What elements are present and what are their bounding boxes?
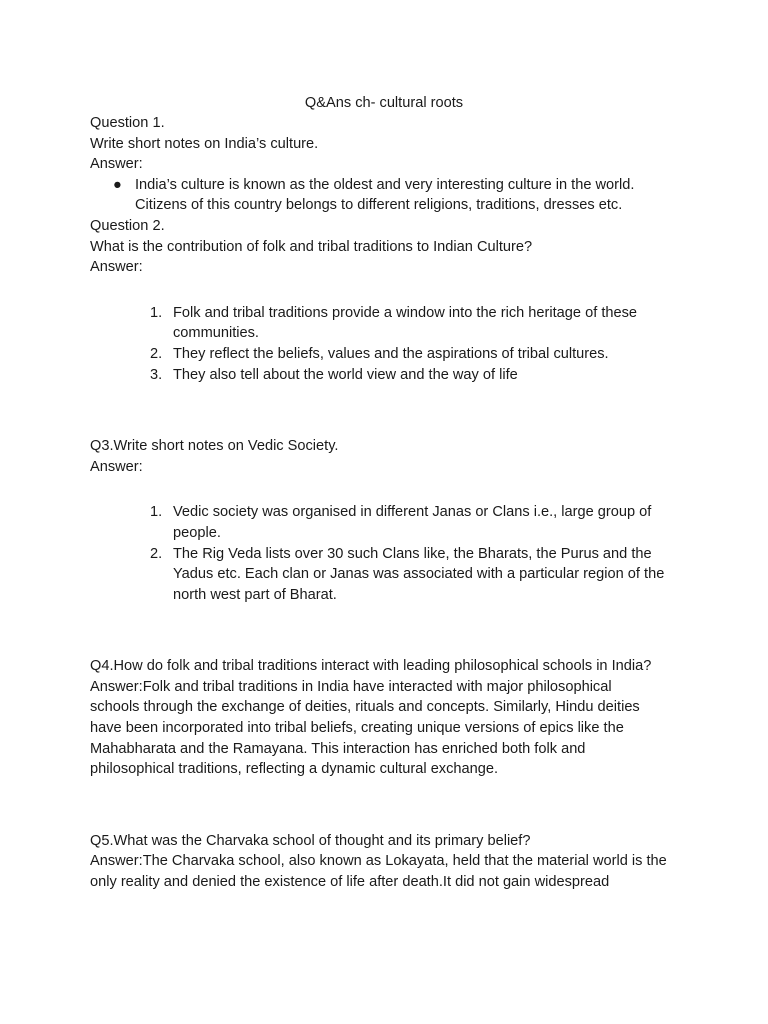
- question-5-answer: Answer:The Charvaka school, also known as Lokayata, held that the material world is the only reality and denied the existence of life after death.It did not gain widespread: [90, 853, 667, 891]
- list-item-text: Folk and tribal traditions provide a window into the rich heritage of these communities.: [173, 304, 638, 342]
- list-item-text: Vedic society was organised in different Janas or Clans i.e., large group of people.: [173, 504, 652, 541]
- list-number: 3.: [150, 366, 163, 383]
- list-item: [90, 544, 690, 606]
- question-1-text: Write short notes on India’s culture.: [90, 135, 319, 152]
- list-number: 2.: [150, 345, 163, 362]
- question-2-answer-list: [90, 303, 690, 385]
- question-1-answer-label: Answer:: [90, 156, 143, 173]
- list-item-text: The Rig Veda lists over 30 such Clans like, the Bharats, the Purus and the Yadus etc. Each clan or Janas was associated with a particular region of the north west part of Bharat.: [173, 545, 665, 603]
- question-3-text: Q3.Write short notes on Vedic Society.: [90, 438, 339, 455]
- question-2-label: Question 2.: [90, 217, 165, 234]
- bullet-marker: ●: [113, 176, 122, 193]
- document-title: Q&Ans ch- cultural roots: [304, 95, 464, 111]
- list-item-text: India’s culture is known as the oldest and very interesting culture in the world. Citizens of this country belongs to different religions, traditions, dresses etc.: [135, 176, 635, 214]
- question-5-text: Q5.What was the Charvaka school of thought and its primary belief?: [90, 832, 531, 849]
- question-2-answer-label: Answer:: [90, 259, 143, 276]
- list-item: [90, 175, 690, 216]
- question-3-answer-label: Answer:: [90, 458, 143, 475]
- document-body: [90, 113, 690, 893]
- list-item-text: They reflect the beliefs, values and the aspirations of tribal cultures.: [173, 345, 609, 362]
- question-4-answer: Answer:Folk and tribal traditions in India have interacted with major philosophical schools through the exchange of deities, rituals and concepts. Similarly, Hindu deities have been incorporated into tribal beliefs, creating unique versions of epics like the Mahabharata and the Ramayana. This interaction has enriched both folk and philosophical traditions, reflecting a dynamic cultural exchange.: [90, 678, 640, 778]
- question-1-answer-list: [90, 175, 690, 216]
- list-item: [90, 303, 690, 344]
- list-item-text: They also tell about the world view and the way of life: [173, 366, 518, 383]
- list-number: 1.: [150, 504, 163, 521]
- question-4-text: Q4.How do folk and tribal traditions interact with leading philosophical schools in India?: [90, 658, 652, 675]
- list-item: [90, 502, 690, 543]
- list-number: 1.: [150, 304, 163, 321]
- list-number: 2.: [150, 545, 163, 562]
- question-3-answer-list: [90, 502, 690, 605]
- list-item: [90, 344, 690, 365]
- list-item: [90, 365, 690, 386]
- question-2-text: What is the contribution of folk and tribal traditions to Indian Culture?: [90, 238, 533, 255]
- question-1-label: Question 1.: [90, 115, 165, 131]
